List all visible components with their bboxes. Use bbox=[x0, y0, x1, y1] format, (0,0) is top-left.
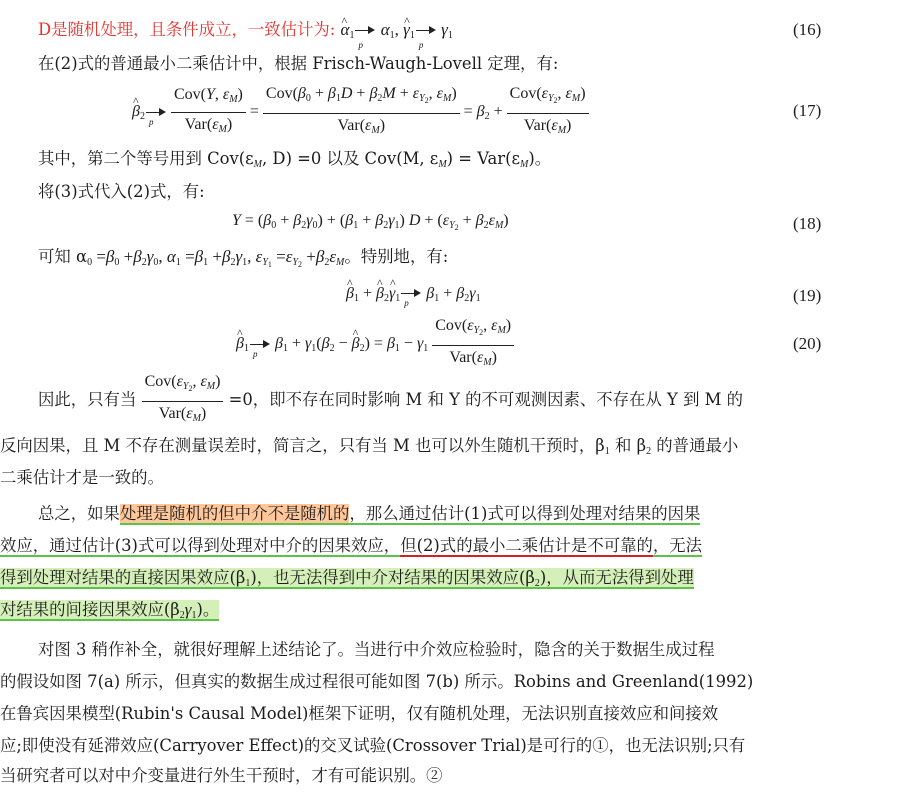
summary-line-4: 对结果的间接因果效应$(\beta_2\gamma_1)$。 bbox=[0, 600, 220, 621]
text-fwl: 在(2)式的普通最小二乘估计中，根据 Frisch-Waugh-Lovell 定理，有: bbox=[38, 54, 559, 73]
highlight-green: 得到处理对结果的直接因果效应$(\beta_1)$，也无法得到中介对结果的因果效应$(\beta_2)$，从而无法得到处理 bbox=[0, 568, 694, 589]
text-second-eq: 其中，第二个等号用到 $Cov(\varepsilon_M$, D) =0 以及 Cov(M, $\varepsilon_M) = Var(\varepsilon_M)$。 bbox=[38, 149, 552, 170]
summary-line-2: 效应，通过估计(3)式可以得到处理对中介的因果效应，但(2)式的最小二乘估计是不可靠的，无法 bbox=[0, 536, 703, 555]
eq-number-18: (18) bbox=[793, 214, 822, 233]
eq-number-19: (19) bbox=[793, 286, 822, 305]
underline-red: 但(2)式的最小二乘估计是不可靠的 bbox=[400, 536, 653, 555]
eq17-frac3: $\frac{Cov(\varepsilon_{Y_2}, \varepsilon_M)}{Var(\varepsilon_M)}$ bbox=[507, 84, 589, 141]
text-consistent: 二乘估计才是一致的。 bbox=[0, 468, 164, 487]
eq20-formula: ^ $\beta_1$ p $\beta_1 + \gamma_1(\beta_2$ − ^ $\beta_2) = \beta_1 - \gamma_1$ $\frac{Cov(\varepsilon_{Y_2}, \varepsilon_M)}{Var(\varepsilon_M)}$ bbox=[236, 316, 514, 373]
eq19-formula: ^ $\beta_1$ + ^ $\beta_2\^{}$ $\gamma_1$ p $\beta_1 + \beta_2\gamma_1$ bbox=[346, 285, 481, 304]
text-substitute: 将(3)式代入(2)式，有: bbox=[38, 182, 205, 201]
text-known: 可知 $\alpha_0 =\beta_0 +\beta_2\gamma_0$, $\alpha_1 =\beta_1 +\beta_2\gamma_1$, $\varepsilon_{Y_1} =\varepsilon_{Y_2} +\beta_2\varepsilon_M$。特别地，有: bbox=[38, 247, 449, 269]
eq-number-17: (17) bbox=[793, 101, 822, 120]
eq17-frac1: $\frac{Cov(Y, \varepsilon_M)}{Var(\varepsilon_M)}$ bbox=[171, 85, 246, 140]
summary-line-1: 总之，如果处理是随机的但中介不是随机的，那么通过估计(1)式可以得到处理对结果的因果 bbox=[38, 504, 701, 523]
eq16-formula: ^ $\alpha_1$ p $\alpha_1$, ^ $\gamma_1$ p $\gamma_1$ bbox=[341, 20, 453, 39]
text-therefore: 因此，只有当 $\frac{Cov(\varepsilon_{Y_2}, \varepsilon_M)}{Var(\varepsilon_M)}$ =0，即不存在同时影响 M 和 Y 的不可观测因素、不存在从 Y 到 M 的 bbox=[38, 372, 743, 429]
eq20-frac: $\frac{Cov(\varepsilon_{Y_2}, \varepsilon_M)}{Var(\varepsilon_M)}$ bbox=[432, 316, 514, 373]
highlight-orange: 处理是随机的但中介不是随机的 bbox=[119, 504, 350, 523]
therefore-frac: $\frac{Cov(\varepsilon_{Y_2}, \varepsilon_M)}{Var(\varepsilon_M)}$ bbox=[142, 372, 224, 429]
summary-line-3 bbox=[0, 568, 694, 594]
fig-line-2: 的假设如图 7(a) 所示，但真实的数据生成过程很可能如图 7(b) 所示。Robins and Greenland(1992) bbox=[0, 672, 754, 691]
eq18-formula: $Y = (\beta_0 + \beta_2\gamma_0) + (\beta_1 + \beta_2\gamma_1) D + (\varepsilon_{Y_2} + \beta_2\varepsilon_M)$ bbox=[232, 212, 509, 232]
eq-number-20: (20) bbox=[793, 334, 822, 353]
red-intro-text: D是随机处理，且条件成立，一致估计为: bbox=[38, 20, 336, 39]
text-reverse-causal: 反向因果，且 M 不存在测量误差时，简言之，只有当 M 也可以外生随机干预时，$\beta_1$ 和 $\beta_2$ 的普通最小 bbox=[0, 436, 739, 457]
fig-line-1: 对图 3 稍作补全，就很好理解上述结论了。当进行中介效应检验时，隐含的关于数据生成过程 bbox=[38, 640, 715, 659]
fig-line-4: 应;即使没有延滞效应(Carryover Effect)的交叉试验(Crossover Trial)是可行的①，也无法识别;只有 bbox=[0, 736, 746, 755]
eq17-formula: ^ $\beta_2$ p $\frac{Cov(Y, \varepsilon_M)}{Var(\varepsilon_M)}$ = $\frac{Cov(\beta_0 + \beta_1D + \beta_2M + \varepsilon_{Y_2}, \varepsilon_M)}{Var(\varepsilon_M)}$ = $\beta_2$ + $\frac{Cov(\varepsilon_{Y_2}, \varepsilon_M)}{Var(\varepsilon_M)}$ bbox=[132, 84, 589, 141]
eq-number-16: (16) bbox=[793, 20, 822, 39]
eq16-line bbox=[38, 20, 453, 51]
eq17-frac2: $\frac{Cov(\beta_0 + \beta_1D + \beta_2M + \varepsilon_{Y_2}, \varepsilon_M)}{Var(\varepsilon_M)}$ bbox=[263, 84, 460, 141]
fig-line-3: 在鲁宾因果模型(Rubin's Causal Model)框架下证明，仅有随机处理，无法识别直接效应和间接效 bbox=[0, 704, 719, 723]
fig-line-5: 当研究者可以对中介变量进行外生干预时，才有可能识别。② bbox=[0, 766, 443, 785]
